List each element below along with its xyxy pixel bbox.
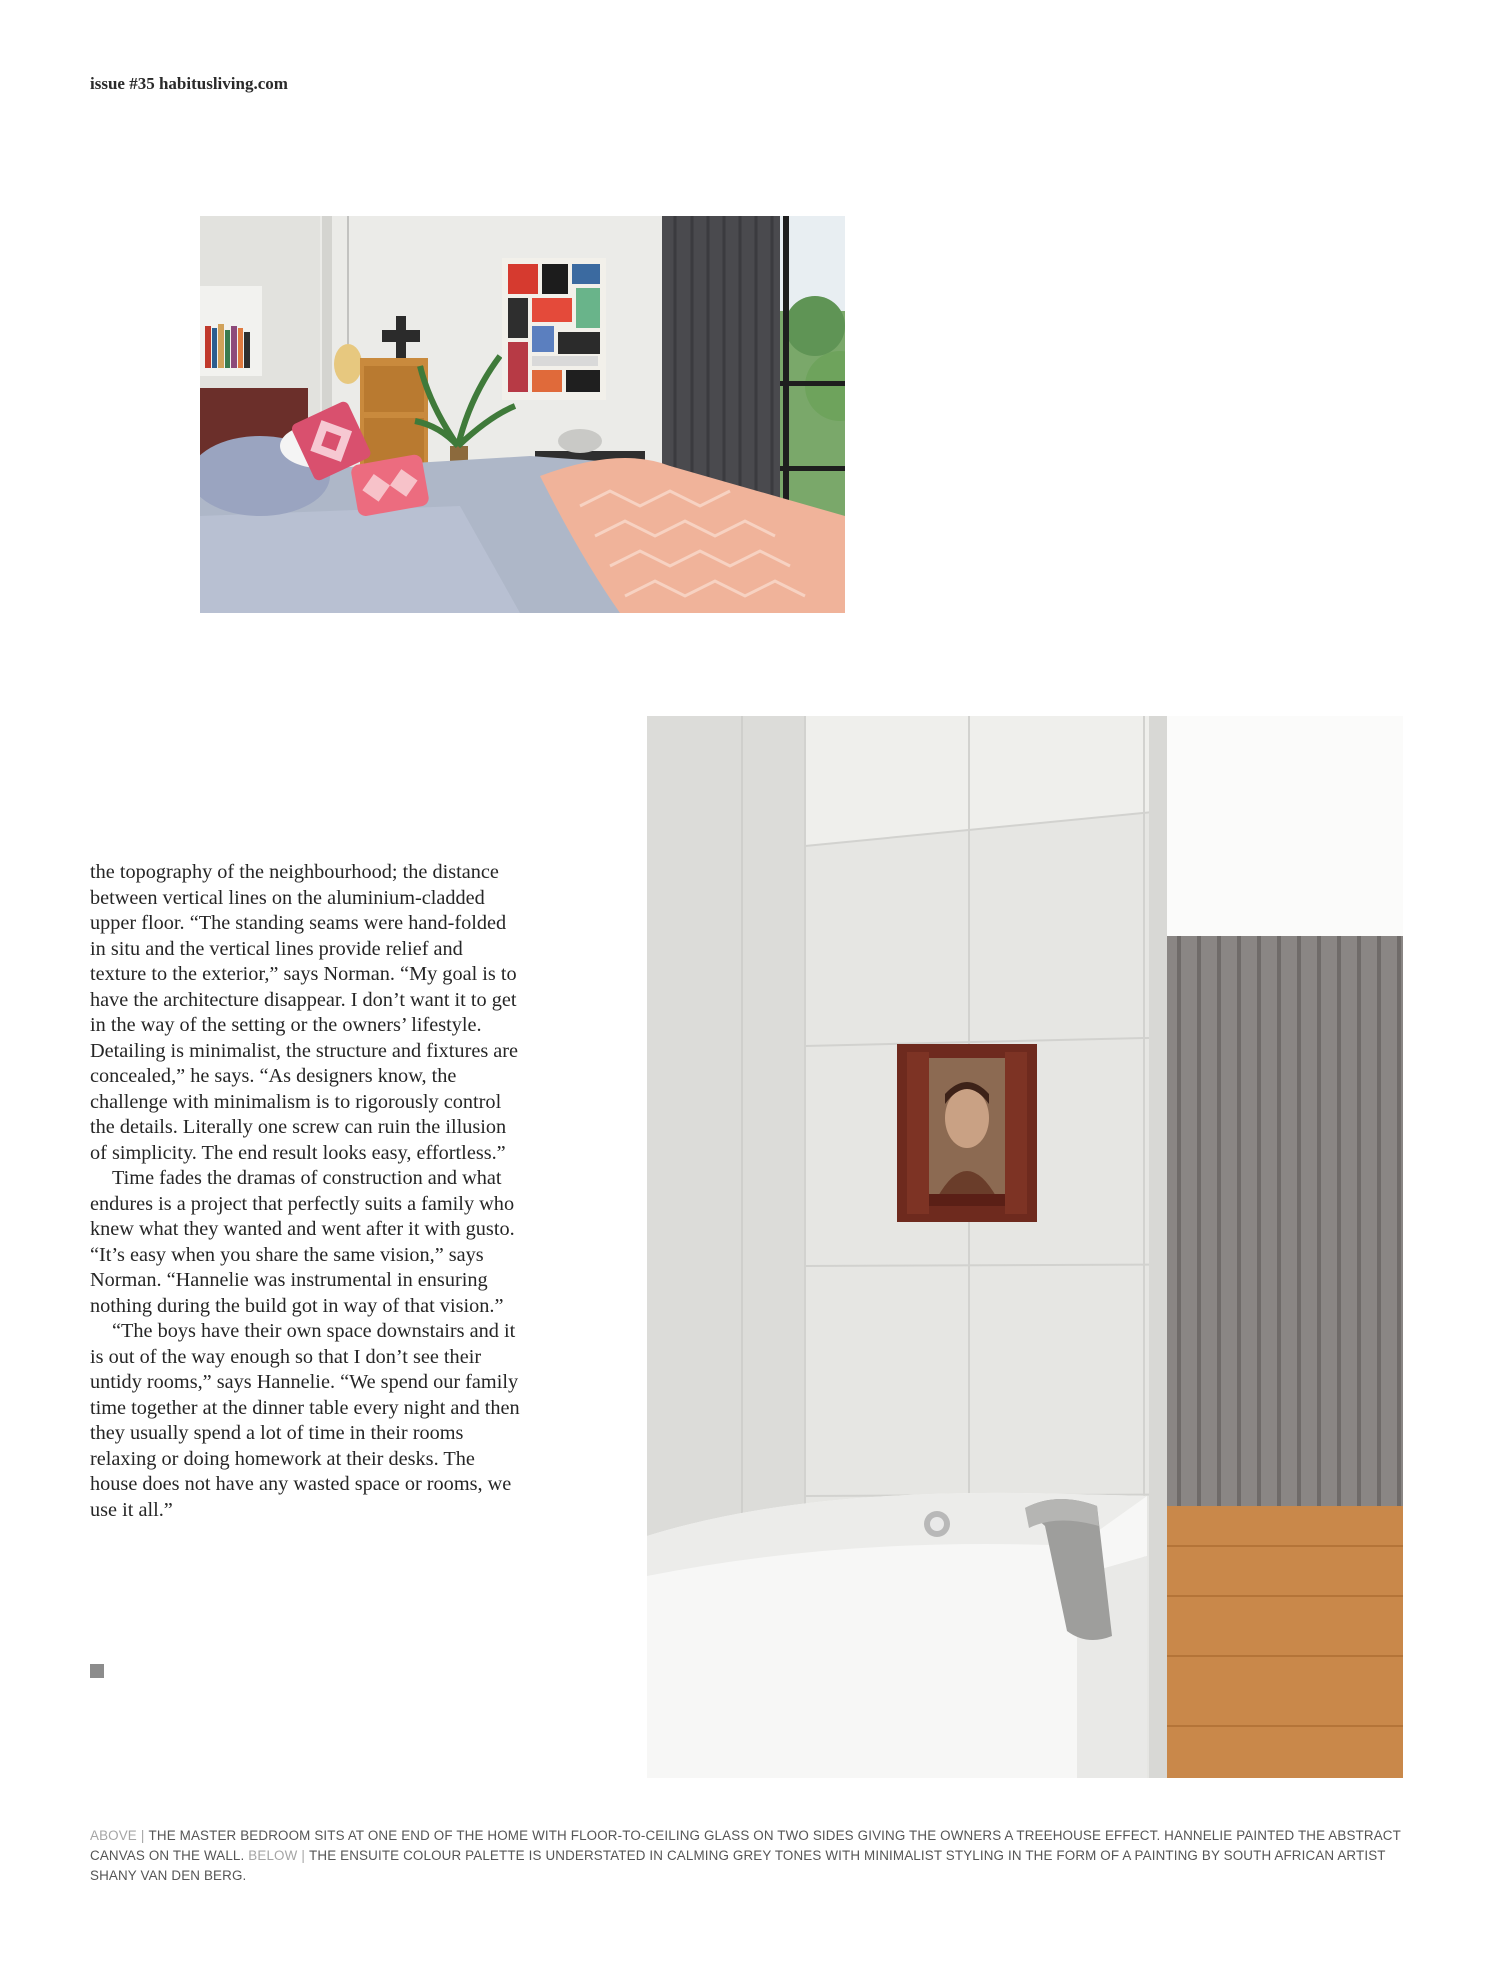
ensuite-photo xyxy=(647,716,1403,1778)
end-mark xyxy=(90,1664,104,1678)
article-paragraph: the topography of the neighbourhood; the distance between vertical lines on the aluminium-cladded upper floor. “The standing seams were hand-folded in situ and the vertical lines provide relief and texture to the exterior,” says Norman. “My goal is to have the architecture disappear. I don’t want it to get in the way of the setting or the owners’ lifestyle. Detailing is minimalist, the structure and fixtures are concealed,” he says. “As designers know, the challenge with minimalism is to rigorously control the details. Literally one screw can ruin the illusion of simplicity. The end result looks easy, effortless.” xyxy=(90,861,519,1164)
issue-number: issue #35 xyxy=(90,74,155,93)
site-url: habitusliving.com xyxy=(158,74,288,93)
article-paragraph: Time fades the dramas of construction and what endures is a project that perfectly suits a family who knew what they wanted and went after it with gusto. “It’s easy when you share the same vision,” says Norman. “Hannelie was instrumental in ensuring nothing during the build got in way of that vision.” xyxy=(90,1167,515,1317)
article-body xyxy=(90,860,520,1523)
caption-text-below: THE ENSUITE COLOUR PALETTE IS UNDERSTATED IN CALMING GREY TONES WITH MINIMALIST STYLING IN THE FORM OF A PAINTING BY SOUTH AFRICAN ARTIST SHANY VAN DEN BERG. xyxy=(90,1848,1386,1883)
caption-text-above: THE MASTER BEDROOM SITS AT ONE END OF THE HOME WITH FLOOR-TO-CEILING GLASS ON TWO SIDES GIVING THE OWNERS A TREEHOUSE EFFECT. HANNELIE PAINTED THE ABSTRACT CANVAS ON THE WALL. xyxy=(90,1828,1401,1863)
caption-divider: | xyxy=(140,1828,145,1843)
photo-caption xyxy=(90,1826,1410,1886)
caption-divider: | xyxy=(301,1848,306,1863)
caption-label-below: BELOW xyxy=(248,1848,298,1863)
page-header xyxy=(90,74,288,94)
bedroom-photo xyxy=(200,216,845,613)
article-paragraph: “The boys have their own space downstairs and it is out of the way enough so that I don’t see their untidy rooms,” says Hannelie. “We spend our family time together at the dinner table every night and then they usually spend a lot of time in their rooms relaxing or doing homework at their desks. The house does not have any wasted space or rooms, we use it all.” xyxy=(90,1320,520,1521)
caption-label-above: ABOVE xyxy=(90,1828,137,1843)
